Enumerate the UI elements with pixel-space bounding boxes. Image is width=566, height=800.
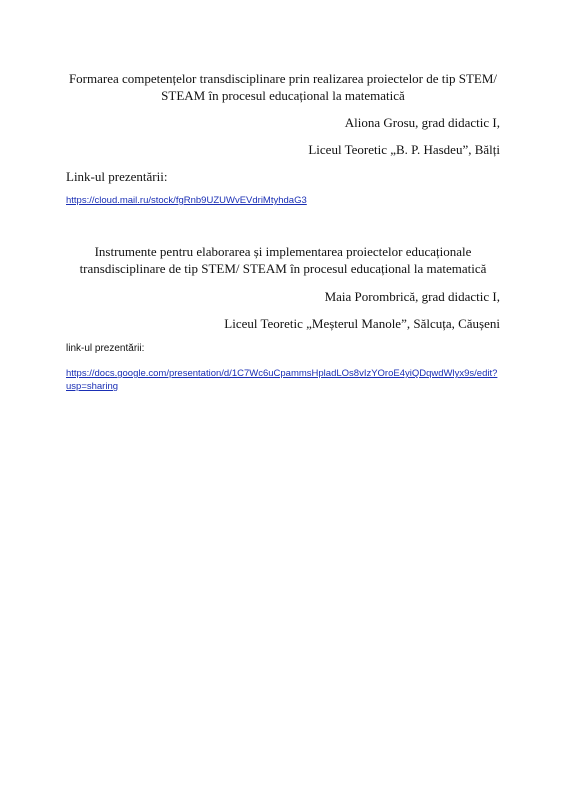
section2-school: Liceul Teoretic „Meșterul Manole”, Sălcuța, Căușeni — [224, 316, 500, 331]
section1-presentation-link[interactable]: https://cloud.mail.ru/stock/fgRnb9UZUWvEVdriMtyhdaG3 — [66, 195, 307, 206]
section2-link-label: link-ul prezentării: — [66, 343, 145, 354]
section1-link-label: Link-ul prezentării: — [66, 169, 168, 184]
section1-link-container — [66, 194, 500, 207]
section2-presentation-link[interactable]: https://docs.google.com/presentation/d/1C7Wc6uCpammsHpladLOs8vIzYOroE4yiQDqwdWlyx9s/edit?usp=sharing — [66, 368, 498, 392]
section2-link-container — [66, 367, 500, 393]
section2-title: Instrumente pentru elaborarea și implementarea proiectelor educaționale transdisciplinare de tip STEM/ STEAM în procesul educațional la matematică — [79, 244, 487, 276]
section1-school: Liceul Teoretic „B. P. Hasdeu”, Bălți — [308, 142, 500, 157]
section2-author: Maia Porombrică, grad didactic I, — [324, 289, 500, 304]
section1-author: Aliona Grosu, grad didactic I, — [344, 115, 500, 130]
section1-title: Formarea competențelor transdisciplinare prin realizarea proiectelor de tip STEM/ STEAM în procesul educațional la matematică — [68, 71, 498, 103]
